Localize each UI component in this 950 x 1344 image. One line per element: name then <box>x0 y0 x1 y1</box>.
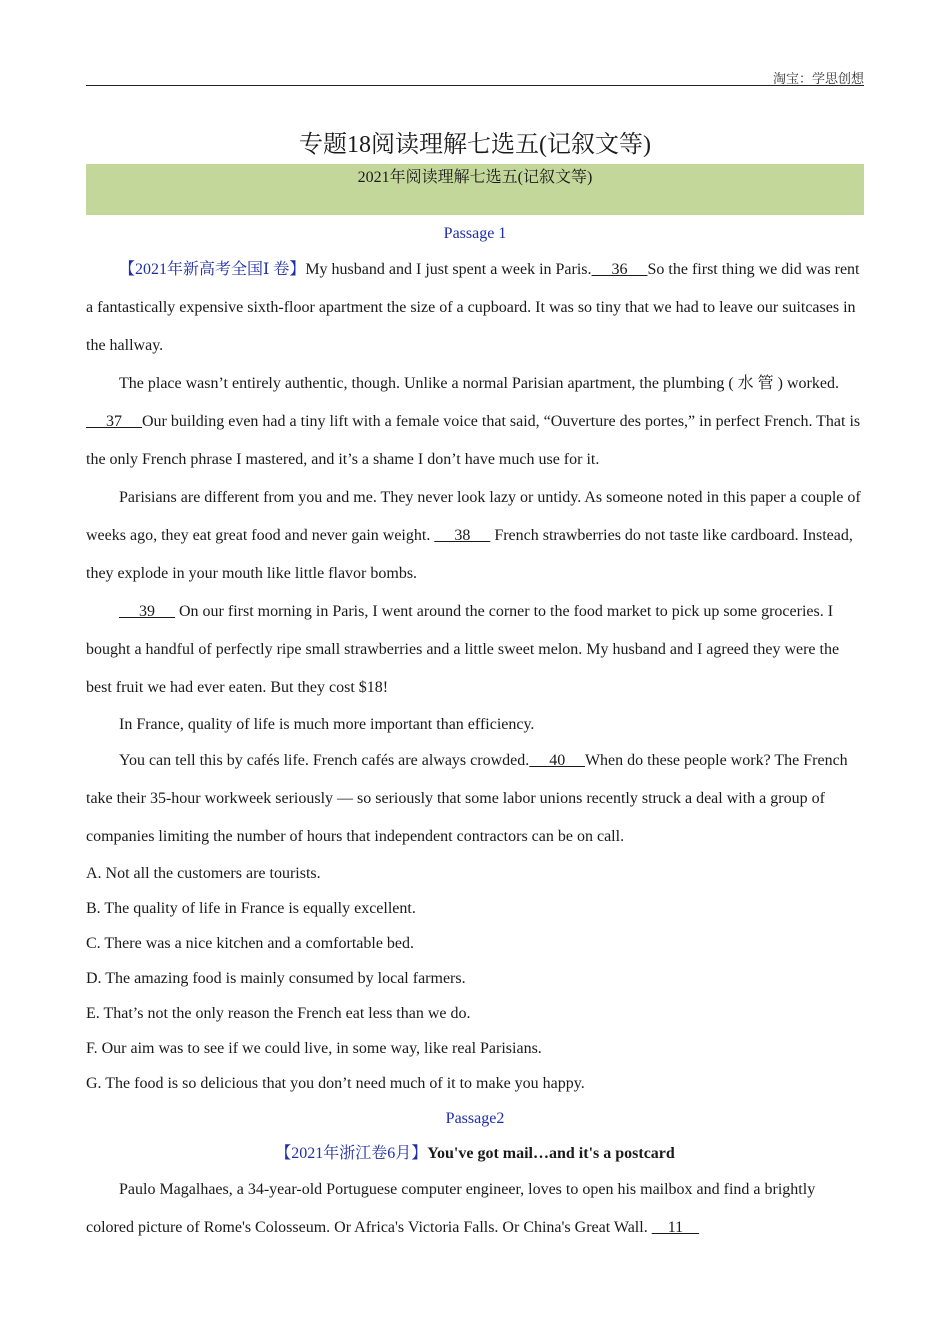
passage2-title: You've got mail…and it's a postcard <box>427 1145 675 1162</box>
blank-36: 36 <box>591 261 648 278</box>
option-d: D. The amazing food is mainly consumed by local farmers. <box>86 970 466 987</box>
header-rule <box>86 85 864 86</box>
document-body <box>86 216 864 1247</box>
section-banner: 2021年阅读理解七选五(记叙文等) <box>86 164 864 215</box>
page-title: 专题18阅读理解七选五(记叙文等) <box>299 132 651 158</box>
blank-40: 40 <box>529 752 585 769</box>
passage1-source: 【2021年新高考全国Ⅰ 卷】 <box>119 261 306 278</box>
passage2-heading: Passage2 <box>445 1110 505 1127</box>
passage1-paragraph: Parisians are different from you and me. They never look lazy or untidy. As someone noted in this paper a couple of weeks ago, they eat great food and never gain weight. 38 French strawberries do not taste like cardboard. Instead, they explode in your mouth like little flavor bombs. <box>86 489 861 582</box>
passage2-source: 【2021年浙江卷6月】 <box>275 1145 428 1162</box>
passage1-paragraph: 【2021年新高考全国Ⅰ 卷】My husband and I just spent a week in Paris. 36 So the first thing we did was rent a fantastically expensive sixth-floor apartment the size of a cupboard. It was so tiny that we had to leave our suitcases in the hallway. <box>86 261 860 354</box>
passage1-paragraph: The place wasn’t entirely authentic, though. Unlike a normal Parisian apartment, the plumbing ( 水 管 ) worked. 37 Our building even had a tiny lift with a female voice that said, “Ouverture des portes,” in perfect French. That is the only French phrase I mastered, and it’s a shame I don’t have much use for it. <box>86 375 861 468</box>
option-c: C. There was a nice kitchen and a comfortable bed. <box>86 935 415 952</box>
blank-37: 37 <box>86 413 142 430</box>
passage1-paragraph: 39 On our first morning in Paris, I went around the corner to the food market to pick up some groceries. I bought a handful of perfectly ripe small strawberries and a little sweet melon. My husband and I agreed they were the best fruit we had ever eaten. But they cost $18! <box>86 603 840 696</box>
option-a: A. Not all the customers are tourists. <box>86 865 321 882</box>
passage1-paragraph: You can tell this by cafés life. French cafés are always crowded. 40 When do these people work? The French take their 35-hour workweek seriously — so seriously that some labor unions recently struck a deal with a group of companies limiting the number of hours that independent contractors can be on call. <box>86 752 848 845</box>
blank-11: 11 <box>651 1219 700 1236</box>
option-f: F. Our aim was to see if we could live, in some way, like real Parisians. <box>86 1040 542 1057</box>
passage2-title-line <box>86 1136 864 1171</box>
passage2-paragraph: Paulo Magalhaes, a 34-year-old Portuguese computer engineer, loves to open his mailbox and find a brightly colored picture of Rome's Colosseum. Or Africa's Victoria Falls. Or China's Great Wall. 11 <box>86 1181 816 1236</box>
option-b: B. The quality of life in France is equally excellent. <box>86 900 416 917</box>
blank-38: 38 <box>434 527 491 544</box>
passage1-heading: Passage 1 <box>443 225 507 242</box>
blank-39: 39 <box>119 603 175 620</box>
header-shop-label: 淘宝：学思创想 <box>772 71 864 86</box>
option-e: E. That’s not the only reason the French eat less than we do. <box>86 1005 471 1022</box>
option-g: G. The food is so delicious that you don’t need much of it to make you happy. <box>86 1075 585 1092</box>
passage1-paragraph: In France, quality of life is much more important than efficiency. <box>119 716 535 733</box>
